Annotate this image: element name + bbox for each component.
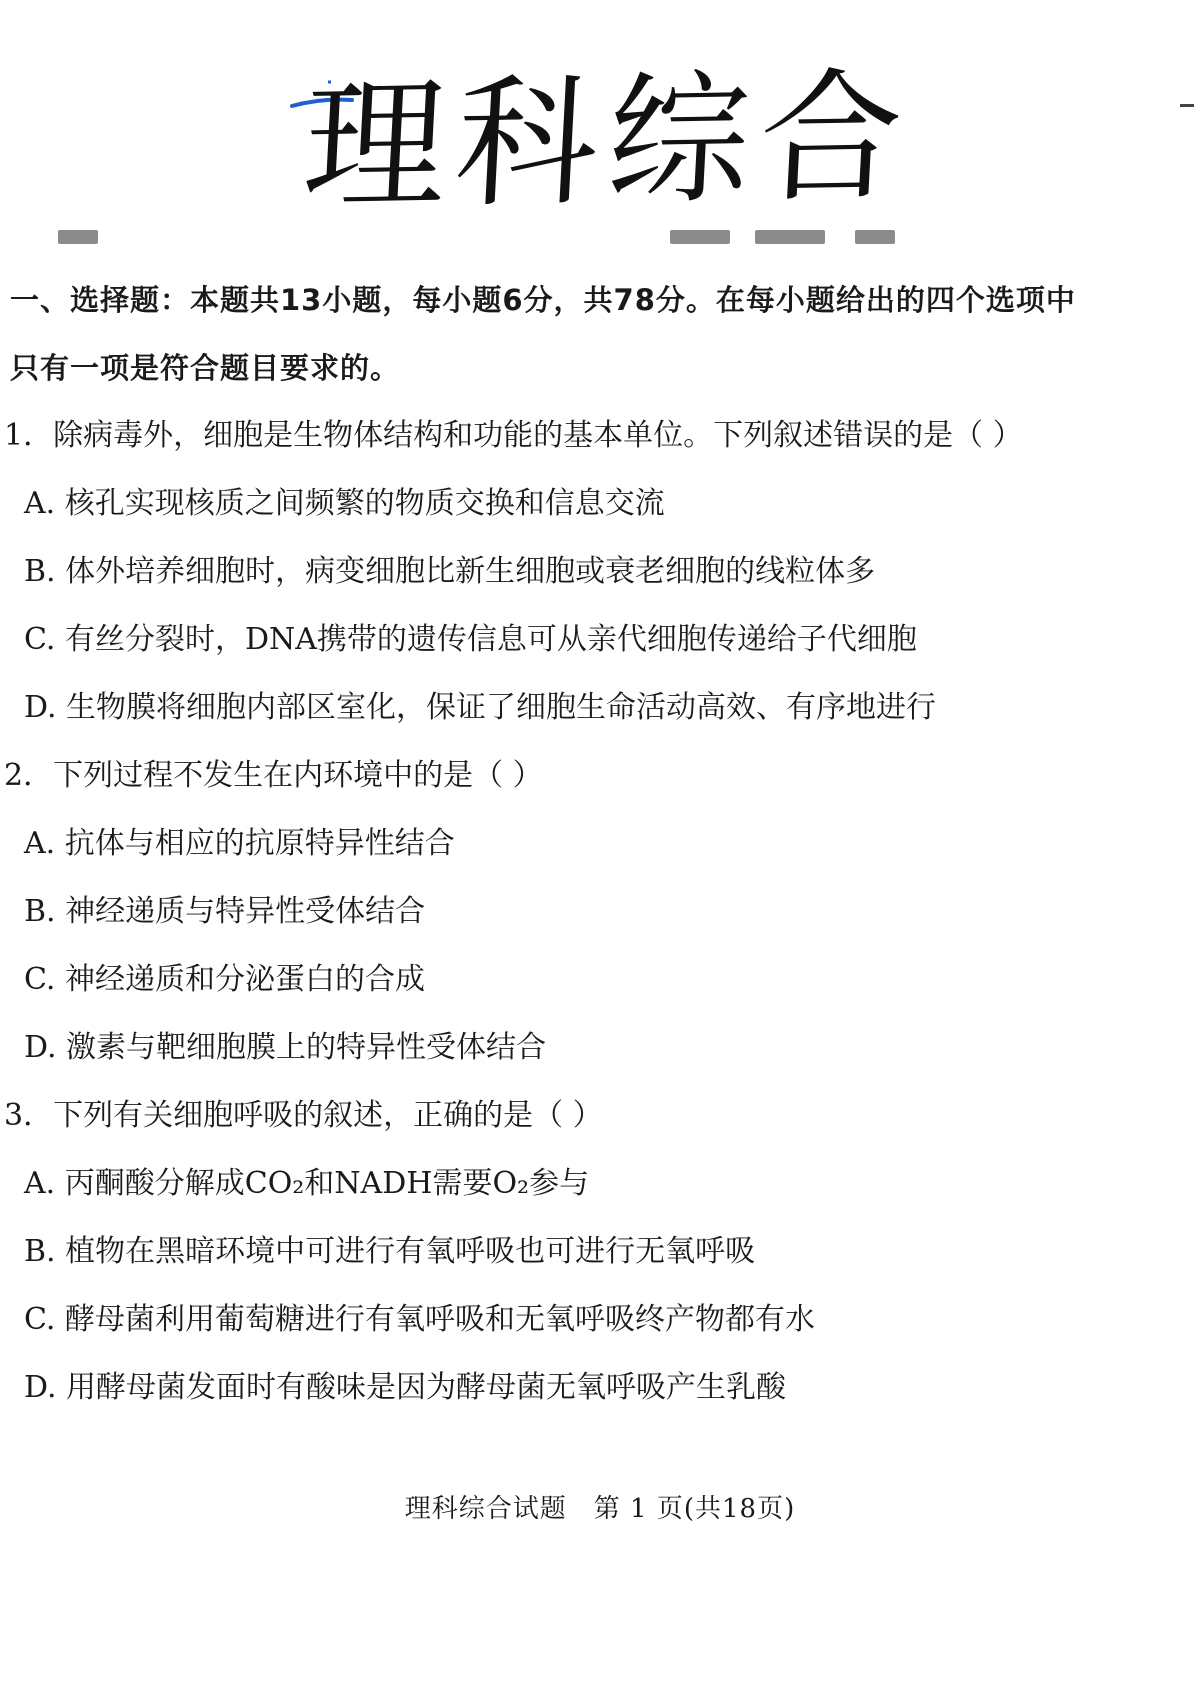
scan-smudge [670,230,730,244]
question-3-option-b: B. 植物在黑暗环境中可进行有氧呼吸也可进行无氧呼吸 [24,1234,756,1269]
question-1-option-c: C. 有丝分裂时，DNA携带的遗传信息可从亲代细胞传递给子代细胞 [24,622,917,657]
question-2-option-a: A. 抗体与相应的抗原特异性结合 [24,826,455,861]
question-2-option-d: D. 激素与靶细胞膜上的特异性受体结合 [24,1030,547,1065]
question-1-stem: 1．除病毒外，细胞是生物体结构和功能的基本单位。下列叙述错误的是（ ） [4,418,1023,453]
question-2-option-b: B. 神经递质与特异性受体结合 [24,894,426,929]
question-3-option-c: C. 酵母菌利用葡萄糖进行有氧呼吸和无氧呼吸终产物都有水 [24,1302,815,1337]
question-1-option-b: B. 体外培养细胞时，病变细胞比新生细胞或衰老细胞的线粒体多 [24,554,876,589]
page-footer: 理科综合试题 第 1 页(共18页) [404,1494,796,1524]
question-2-option-c: C. 神经递质和分泌蛋白的合成 [24,962,425,997]
question-1-option-a: A. 核孔实现核质之间频繁的物质交换和信息交流 [24,486,665,521]
scan-smudge [755,230,825,244]
question-3-stem: 3．下列有关细胞呼吸的叙述，正确的是（ ） [4,1098,603,1133]
handwritten-title-area [290,54,1050,250]
question-1-option-d: D. 生物膜将细胞内部区室化，保证了细胞生命活动高效、有序地进行 [24,690,937,725]
scan-smudge [58,230,98,244]
question-3-option-a: A. 丙酮酸分解成CO₂和NADH需要O₂参与 [24,1166,590,1201]
scan-mark [1180,104,1194,107]
section-heading-continued: 只有一项是符合题目要求的。 [10,351,401,385]
scan-smudge [855,230,895,244]
handwritten-title: 理科综合 [299,54,917,231]
section-heading: 一、选择题：本题共13小题，每小题6分，共78分。在每小题给出的四个选项中 [10,283,1076,317]
question-2-stem: 2．下列过程不发生在内环境中的是（ ） [4,758,543,793]
question-3-option-d: D. 用酵母菌发面时有酸味是因为酵母菌无氧呼吸产生乳酸 [24,1370,787,1405]
